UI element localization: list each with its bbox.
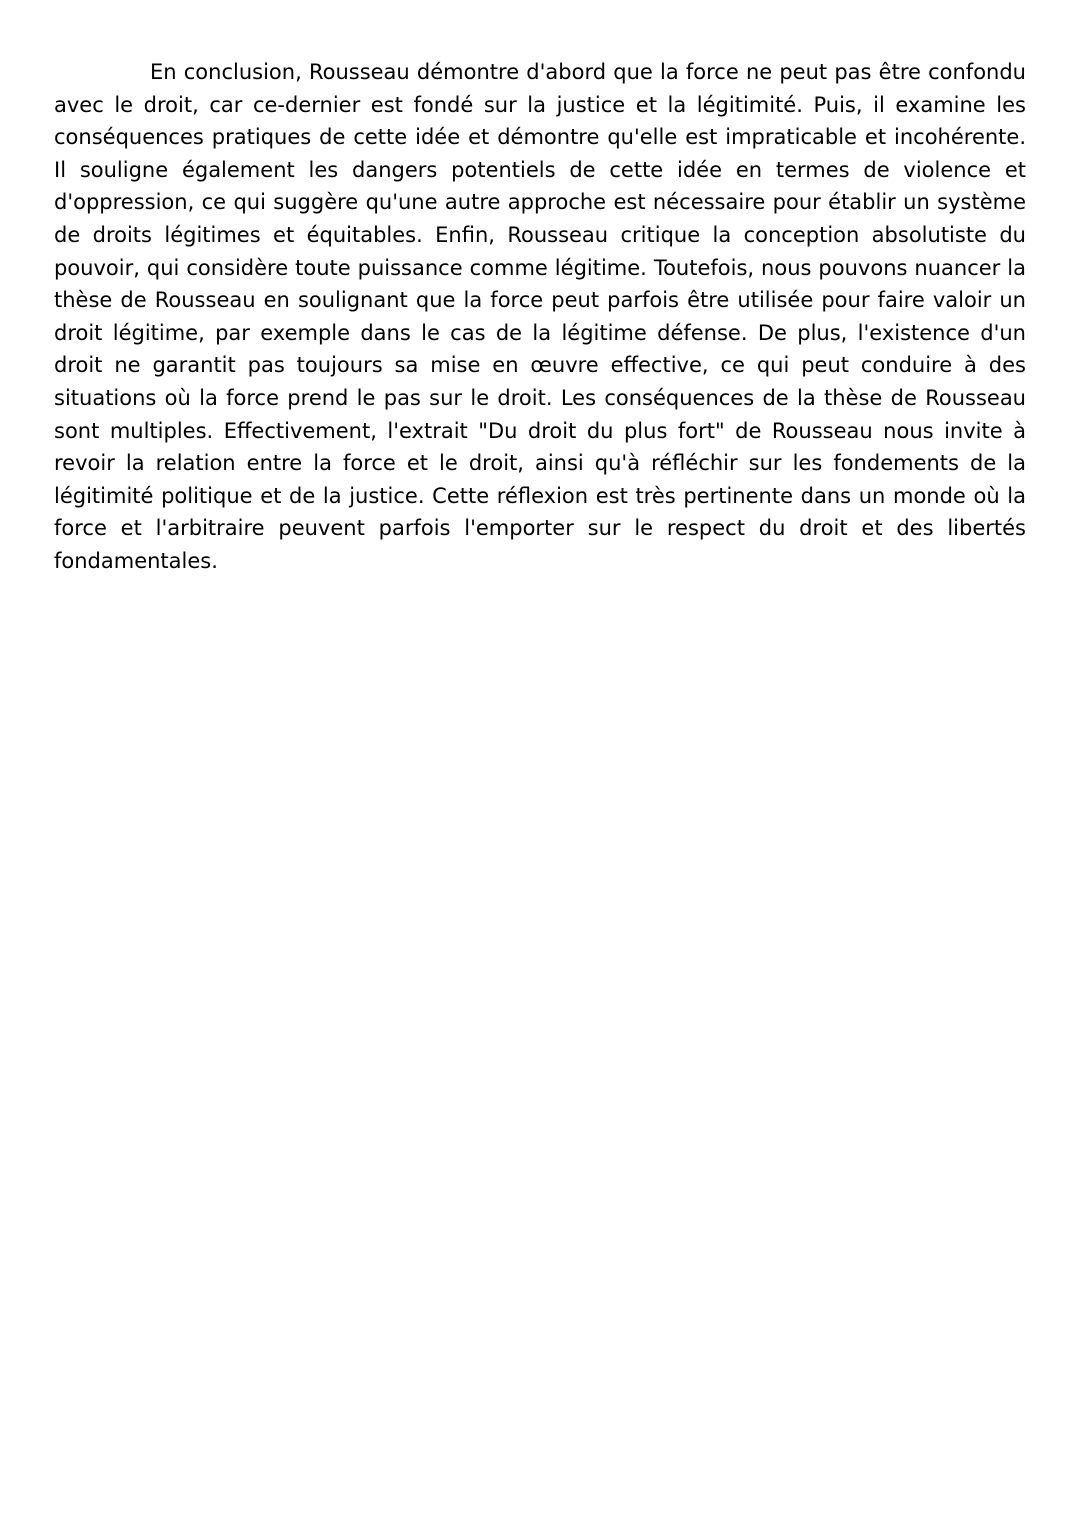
conclusion-paragraph: En conclusion, Rousseau démontre d'abord que la force ne peut pas être confondu avec le droit, car ce-dernier est fondé sur la justice et la légitimité. Puis, il examine les conséquences pratiques de cette idée et démontre qu'elle est impraticable et incohérente. Il souligne également les dangers potentiels de cette idée en termes de violence et d'oppression, ce qui suggère qu'une autre approche est nécessaire pour établir un système de droits légitimes et équitables. Enfin, Rousseau critique la conception absolutiste du pouvoir, qui considère toute puissance comme légitime. Toutefois, nous pouvons nuancer la thèse de Rousseau en soulignant que la force peut parfois être utilisée pour faire valoir un droit légitime, par exemple dans le cas de la légitime défense. De plus, l'existence d'un droit ne garantit pas toujours sa mise en œuvre effective, ce qui peut conduire à des situations où la force prend le pas sur le droit. Les conséquences de la thèse de Rousseau sont multiples. Effectivement, l'extrait "Du droit du plus fort" de Rousseau nous invite à revoir la relation entre la force et le droit, ainsi qu'à réfléchir sur les fondements de la légitimité politique et de la justice. Cette réflexion est très pertinente dans un monde où la force et l'arbitraire peuvent parfois l'emporter sur le respect du droit et des libertés fondamentales. [54,60,1026,573]
